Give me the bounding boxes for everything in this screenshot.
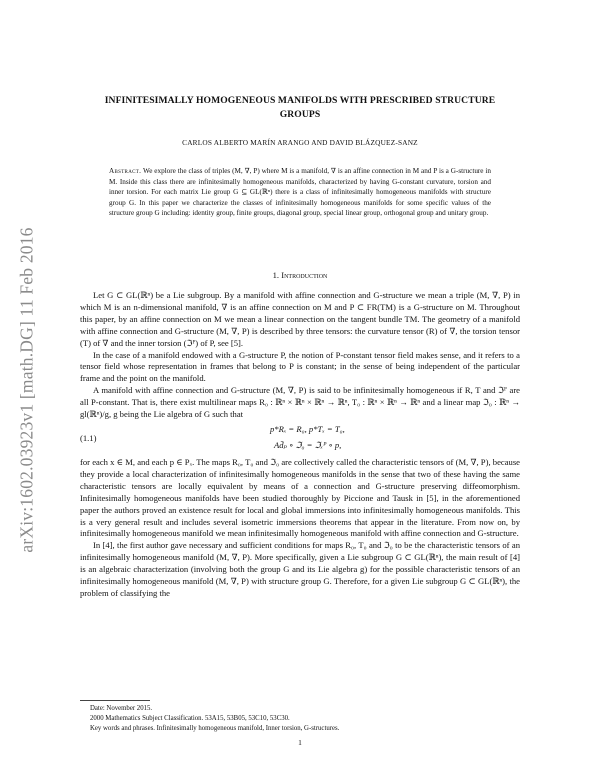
footnote-date: Date: November 2015. (90, 705, 153, 712)
equation-number: (1.1) (80, 432, 97, 443)
paragraph-3: A manifold with affine connection and G-structure (M, ∇, P) is said to be infinitesimally homogeneous if R, T and ℑᴾ are all P-constant. That is, there exist multilinear maps R₀ : ℝⁿ × ℝⁿ × ℝⁿ → ℝⁿ, T₀ : ℝⁿ × ℝⁿ → ℝⁿ and a linear map ℑ₀ : ℝⁿ → gl(ℝⁿ)/g, g being the Lie algebra of G such that (80, 385, 520, 420)
footnotes (80, 700, 520, 734)
arxiv-identifier-text: arXiv:1602.03923v1 [math.DG] 11 Feb 2016 (16, 227, 37, 553)
arxiv-identifier (14, 180, 40, 600)
authors: CARLOS ALBERTO MARÍN ARANGO AND DAVID BLÁZQUEZ-SANZ (182, 138, 418, 147)
paper-title (80, 94, 520, 122)
paragraph-5: In [4], the first author gave necessary and sufficient conditions for maps R₀, T₀ and ℑ₀ to be the characteristic tensors of an infinitesimally homogeneous manifold (M, ∇, P). More specifically, given a Lie subgroup G ⊂ GL(ℝⁿ), the main result of [4] is an algebraic characterization (involving both the group G and its Lie algebra g) for the possible characteristic tensors of an infinitesimally homogeneous manifold (M, ∇, P) with structure group G. Therefore, for a given Lie subgroup G ⊂ GL(ℝⁿ), the problem of classifying the (80, 540, 520, 598)
footnote-keywords: Key words and phrases. Infinitesimally homogeneous manifold, Inner torsion, G-structures. (90, 725, 340, 732)
section-title: Introduction (281, 270, 328, 280)
paragraph-1: Let G ⊂ GL(ℝⁿ) be a Lie subgroup. By a manifold with affine connection and G-structure we mean a triple (M, ∇, P) in which M is an n-dimensional manifold, ∇ is an affine connection on M and P ⊂ FR(TM) is a G-structure on M. Throughout this paper, by an affine connection on M we mean a linear connection on the tangent bundle TM. The geometry of a manifold with affine connection and G-structure (M, ∇, P) is described by three tensors: the curvature tensor (R) of ∇, the torsion tensor (T) of ∇ and the inner torsion (ℑᴾ) of P, see [5]. (80, 290, 520, 348)
page-number: 1 (298, 738, 302, 747)
abstract (109, 166, 491, 219)
equation-line-2: Ad̄ₚ ∘ ℑ₀ = ℑₓᴾ ∘ p, (274, 439, 342, 450)
equation-1-1 (80, 421, 520, 457)
footnote-rule (80, 700, 150, 701)
section-number: 1. (272, 270, 280, 280)
paragraph-2: In the case of a manifold endowed with a G-structure P, the notion of P-constant tensor field makes sense, and it refers to a tensor field whose representation in frames that belong to P is constant; in the sense of being independent of the particular frame and the point on the manifold. (80, 349, 520, 384)
title-line-2: GROUPS (279, 109, 321, 120)
abstract-label: Abstract. (109, 167, 142, 175)
title-line-1: INFINITESIMALLY HOMOGENEOUS MANIFOLDS WITH PRESCRIBED STRUCTURE (104, 95, 496, 106)
equation-line-1: p*Rₓ = R₀, p*Tₓ = T₀, (270, 423, 345, 434)
abstract-text: We explore the class of triples (M, ∇, P) where M is a manifold, ∇ is an affine connection in M and P is a G-structure in M. Inside this class there are infinitesimally homogeneous manifolds, characterized by having G-constant curvature, torsion and inner torsion. For each matrix Lie group G ⊆ GL(ℝⁿ) there is a class of infinitesimally homogeneous manifolds with structure group G. In this paper we characterize the classes of infinitesimally homogeneous manifolds for some specific values of the structure group G including: identity group, finite groups, diagonal group, special linear group, orthogonal group and unitary group. (109, 167, 492, 218)
footnote-msc: 2000 Mathematics Subject Classification. 53A15, 53B05, 53C10, 53C30. (90, 715, 290, 722)
section-heading (80, 270, 520, 280)
paragraph-4: for each x ∈ M, and each p ∈ Pₓ. The maps R₀, T₀ and ℑ₀ are collectively called the characteristic tensors of (M, ∇, P), because they provide a local characterization of infinitesimally homogeneous manifolds in the sense that two of these having the same characteristic tensors are locally equivalent by means of a connection and G-structure preserving diffeomorphism. Infinitesimally homogeneous manifolds have been studied thoroughly by Piccione and Tausk in [5], in the aforementioned paper the authors proved an existence result for local and global immersions into infinitesimally homogeneous manifolds. This is a very general result and includes several isometric immersions theorems that appear in the literature. From now on, by infinitesimally homogeneous manifold we mean infinitesimally homogeneous manifold with affine connection and G-structure. (80, 456, 520, 539)
body-text (80, 290, 520, 600)
